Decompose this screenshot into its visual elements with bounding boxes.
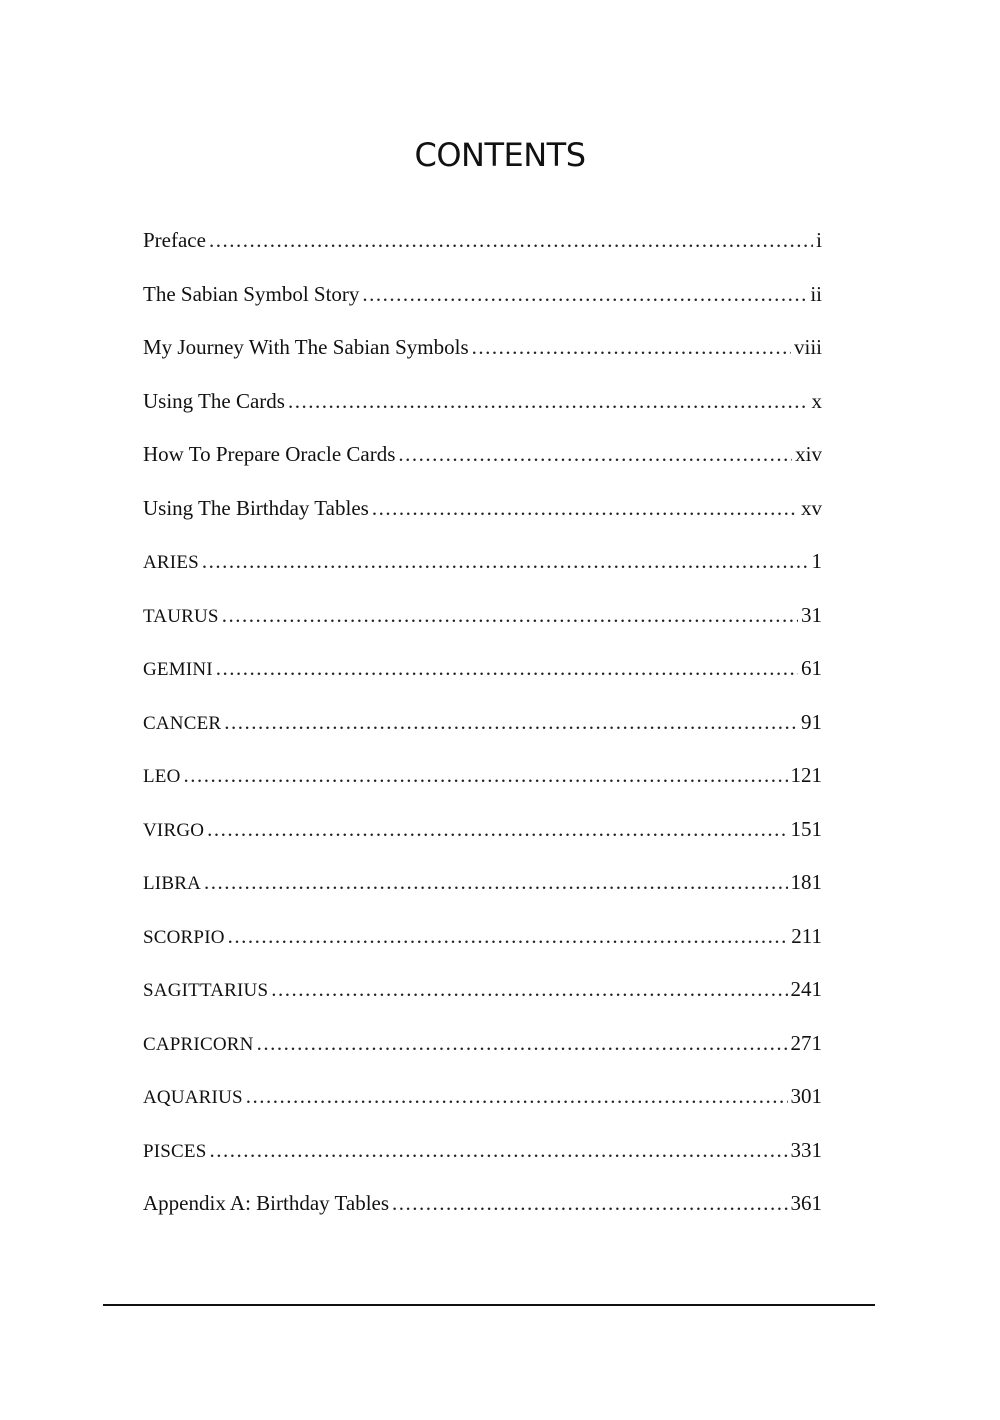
toc-entry xyxy=(143,335,822,389)
toc-entry-label: Preface xyxy=(143,228,206,252)
toc-entry xyxy=(143,389,822,443)
toc-entry-label: TAURUS xyxy=(143,605,219,627)
toc-entry-page-number: xiv xyxy=(795,442,822,466)
toc-entry-page-number: ii xyxy=(810,281,822,306)
toc-entry xyxy=(143,924,822,978)
toc-entry xyxy=(143,1084,822,1138)
dot-leader xyxy=(224,710,798,735)
dot-leader xyxy=(372,496,798,521)
dot-leader xyxy=(210,1138,788,1163)
dot-leader xyxy=(362,282,807,307)
toc-entry-page-number: 241 xyxy=(790,977,822,1001)
toc-entry-label: SAGITTARIUS xyxy=(143,980,269,1001)
table-of-contents xyxy=(143,228,822,1245)
toc-entry-label: AQUARIUS xyxy=(143,1087,243,1108)
dot-leader xyxy=(204,870,788,895)
toc-entry-page-number: xv xyxy=(801,495,822,520)
dot-leader xyxy=(222,603,798,628)
toc-entry-page-number: 1 xyxy=(811,549,822,573)
toc-entry xyxy=(143,282,822,336)
toc-entry-label: Using The Cards xyxy=(143,388,285,413)
toc-entry-page-number: 61 xyxy=(801,656,822,680)
dot-leader xyxy=(209,228,813,253)
toc-entry-label: LIBRA xyxy=(143,873,201,894)
toc-entry xyxy=(143,870,822,924)
toc-entry-label: PISCES xyxy=(143,1140,207,1162)
dot-leader xyxy=(398,442,792,467)
toc-entry-page-number: 211 xyxy=(791,923,822,948)
toc-entry-label: How To Prepare Oracle Cards xyxy=(143,442,396,466)
toc-entry-page-number: viii xyxy=(793,335,822,359)
footer-rule xyxy=(103,1304,875,1306)
toc-entry-page-number: 301 xyxy=(790,1084,822,1108)
toc-entry-page-number: 271 xyxy=(790,1030,822,1055)
toc-entry xyxy=(143,442,822,496)
toc-entry-page-number: 31 xyxy=(801,602,822,627)
toc-entry-label: CAPRICORN xyxy=(143,1033,254,1055)
dot-leader xyxy=(216,656,798,681)
toc-entry-label: VIRGO xyxy=(143,819,205,841)
toc-entry-page-number: 181 xyxy=(790,870,822,894)
toc-entry-label: SCORPIO xyxy=(143,926,225,948)
dot-leader xyxy=(228,924,789,949)
dot-leader xyxy=(257,1031,788,1056)
toc-entry-label: LEO xyxy=(143,766,181,787)
toc-entry-page-number: 121 xyxy=(790,763,822,787)
toc-entry xyxy=(143,977,822,1031)
toc-entry-page-number: i xyxy=(816,228,822,252)
toc-entry xyxy=(143,1191,822,1245)
toc-entry-label: Using The Birthday Tables xyxy=(143,495,369,520)
toc-entry-label: GEMINI xyxy=(143,659,213,680)
toc-entry-page-number: 331 xyxy=(790,1137,822,1162)
toc-entry-label: My Journey With The Sabian Symbols xyxy=(143,335,469,359)
toc-entry-label: The Sabian Symbol Story xyxy=(143,281,360,306)
toc-entry xyxy=(143,763,822,817)
dot-leader xyxy=(271,977,787,1002)
toc-entry-page-number: x xyxy=(811,388,822,413)
toc-entry xyxy=(143,228,822,282)
dot-leader xyxy=(472,335,791,360)
toc-entry-label: CANCER xyxy=(143,712,222,734)
page-title: CONTENTS xyxy=(414,136,586,174)
toc-entry xyxy=(143,656,822,710)
dot-leader xyxy=(184,763,788,788)
toc-entry xyxy=(143,603,822,657)
toc-entry xyxy=(143,710,822,764)
toc-entry-label: Appendix A: Birthday Tables xyxy=(143,1191,390,1215)
toc-entry-page-number: 361 xyxy=(790,1191,822,1215)
toc-entry xyxy=(143,549,822,603)
toc-entry xyxy=(143,817,822,871)
toc-entry-page-number: 91 xyxy=(801,709,822,734)
toc-entry xyxy=(143,496,822,550)
dot-leader xyxy=(246,1084,788,1109)
dot-leader xyxy=(207,817,787,842)
dot-leader xyxy=(392,1191,787,1216)
toc-entry xyxy=(143,1031,822,1085)
dot-leader xyxy=(202,549,809,574)
toc-entry-page-number: 151 xyxy=(790,816,822,841)
toc-entry-label: ARIES xyxy=(143,552,199,573)
toc-entry xyxy=(143,1138,822,1192)
dot-leader xyxy=(288,389,809,414)
